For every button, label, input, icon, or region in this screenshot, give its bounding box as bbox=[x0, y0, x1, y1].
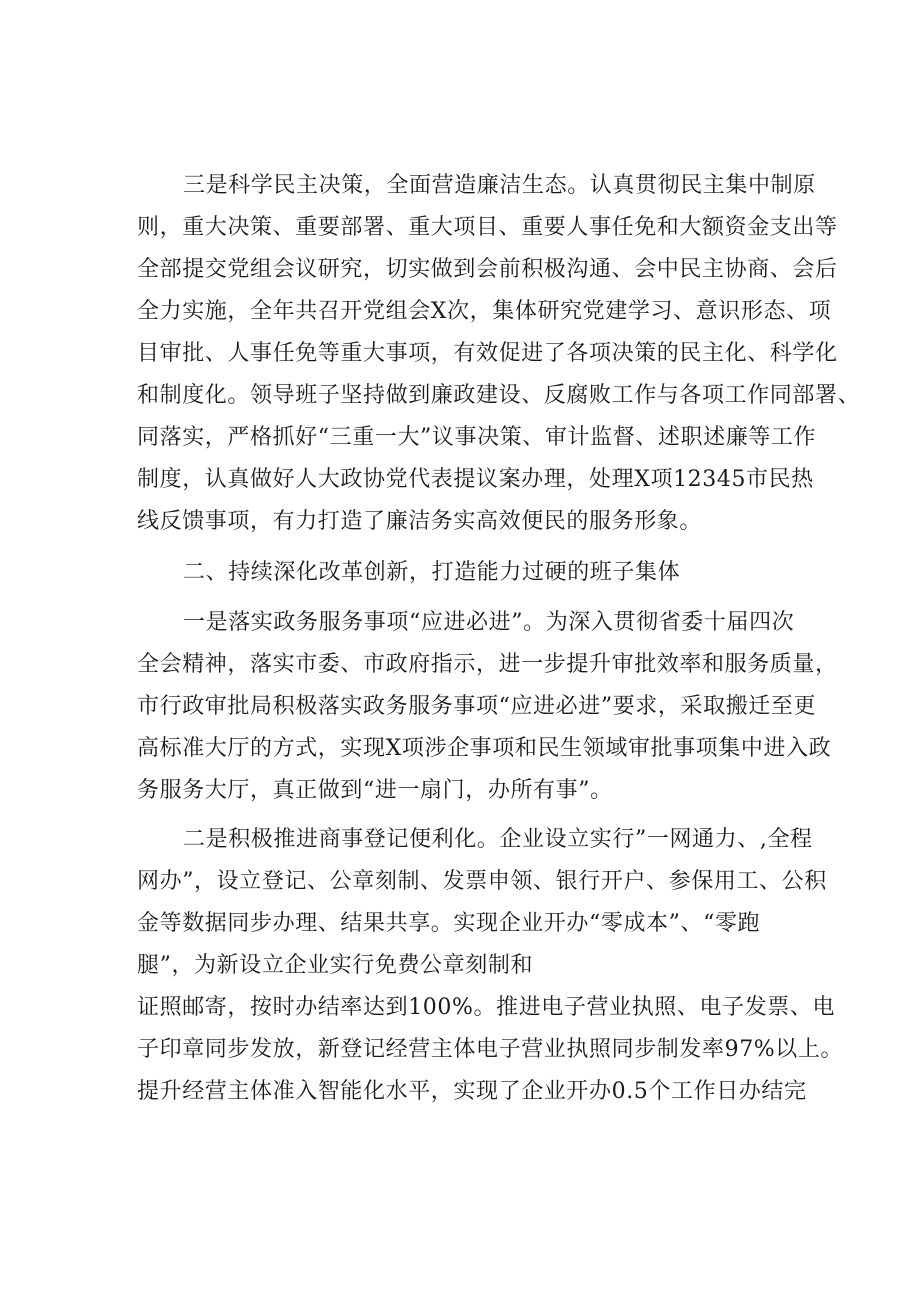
paragraph-line: 全力实施，全年共召开党组会X次，集体研究党建学习、意识形态、项 bbox=[137, 299, 832, 324]
paragraph-line: 制度，认真做好人大政协党代表提议案办理，处理X项12345市民热 bbox=[137, 467, 814, 492]
paragraph-line: 提升经营主体准入智能化水平，实现了企业开办0.5个工作日办结完 bbox=[137, 1079, 807, 1104]
paragraph-line: 一是落实政务服务事项“应进必进”。为深入贯彻省委十届四次 bbox=[183, 610, 795, 635]
paragraph-line: 则，重大决策、重要部署、重大项目、重要人事任免和大额资金支出等 bbox=[137, 215, 838, 240]
paragraph-line: 全部提交党组会议研究，切实做到会前积极沟通、会中民主协商、会后 bbox=[137, 257, 838, 282]
paragraph-line: 线反馈事项，有力打造了廉洁务实高效便民的服务形象。 bbox=[137, 509, 703, 534]
paragraph-line: 市行政审批局积极落实政务服务事项“应进必进”要求，采取搬迁至更 bbox=[137, 694, 817, 719]
section-heading: 二、持续深化改革创新，打造能力过硬的班子集体 bbox=[183, 560, 681, 585]
paragraph-line: 二是积极推进商事登记便利化。企业设立实行”一网通力、,全程 bbox=[183, 827, 813, 852]
paragraph-line: 同落实，严格抓好“三重一大”议事决策、审计监督、述职述廉等工作 bbox=[137, 425, 817, 450]
paragraph-line: 腿”，为新设立企业实行免费公章刻制和 bbox=[137, 953, 534, 978]
paragraph-line: 和制度化。领导班子坚持做到廉政建设、反腐败工作与各项工作同部署、 bbox=[137, 383, 861, 408]
paragraph-line: 子印章同步发放，新登记经营主体电子营业执照同步制发率97%以上。 bbox=[137, 1037, 844, 1062]
paragraph-line: 全会精神，落实市委、市政府指示，进一步提升审批效率和服务质量， bbox=[137, 652, 838, 677]
paragraph-line: 证照邮寄，按时办结率达到100%。推进电子营业执照、电子发票、电 bbox=[137, 995, 836, 1020]
paragraph-line: 三是科学民主决策，全面营造廉洁生态。认真贯彻民主集中制原 bbox=[183, 173, 816, 198]
paragraph-line: 金等数据同步办理、结果共享。实现企业开办“零成本”、“零跑 bbox=[137, 911, 761, 936]
paragraph-line: 网办”，设立登记、公章刻制、发票申领、银行开户、参保用工、公积 bbox=[137, 869, 827, 894]
paragraph-line: 高标准大厅的方式，实现X项涉企事项和民生领域审批事项集中进入政 bbox=[137, 736, 832, 761]
paragraph-line: 目审批、人事任免等重大事项，有效促进了各项决策的民主化、科学化 bbox=[137, 341, 838, 366]
paragraph-line: 务服务大厅，真正做到“进一扇门，办所有事”。 bbox=[137, 778, 613, 803]
